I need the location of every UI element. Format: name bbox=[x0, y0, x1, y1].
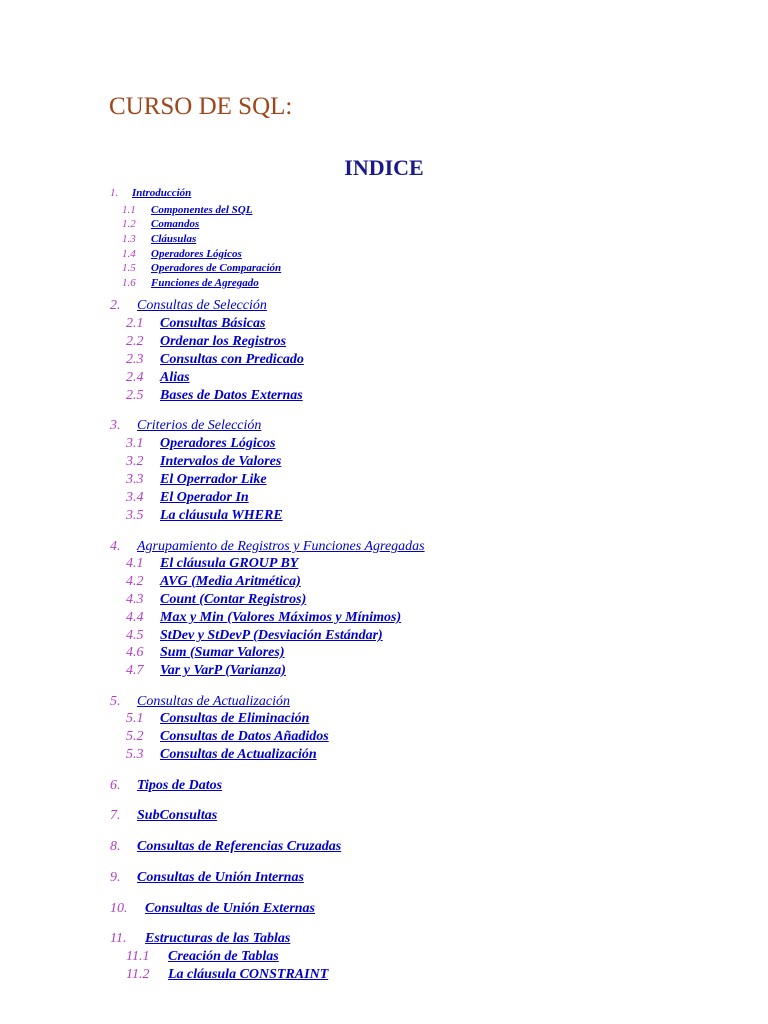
toc-entry-number: 5.1 bbox=[126, 711, 144, 726]
toc-entry bbox=[126, 728, 329, 746]
toc-entry-link[interactable]: Componentes del SQL bbox=[151, 204, 253, 216]
toc-entry bbox=[126, 435, 276, 453]
toc-entry-number: 8. bbox=[110, 839, 121, 854]
toc-entry bbox=[110, 297, 267, 315]
toc-entry-number: 4.1 bbox=[126, 556, 144, 571]
page-title: CURSO DE SQL: bbox=[109, 93, 293, 120]
toc-entry-number: 11. bbox=[110, 931, 127, 946]
toc-entry-number: 2.1 bbox=[126, 316, 144, 331]
toc-entry bbox=[110, 186, 191, 200]
toc-entry-number: 1.5 bbox=[122, 262, 136, 274]
toc-entry-link[interactable]: Introducción bbox=[132, 187, 192, 199]
toc-entry-link[interactable]: Sum (Sumar Valores) bbox=[160, 645, 285, 660]
toc-entry-link[interactable]: Consultas de Referencias Cruzadas bbox=[137, 839, 342, 854]
toc-entry-link[interactable]: Cláusulas bbox=[151, 233, 197, 245]
toc-entry bbox=[122, 276, 259, 290]
toc-entry-number: 3.3 bbox=[126, 472, 144, 487]
toc-entry bbox=[126, 948, 279, 966]
toc-entry-number: 1. bbox=[110, 187, 119, 199]
toc-entry bbox=[126, 489, 249, 507]
toc-entry bbox=[110, 807, 217, 825]
toc-entry-number: 3.5 bbox=[126, 508, 144, 523]
toc-entry bbox=[126, 966, 328, 984]
toc-entry-number: 2.2 bbox=[126, 334, 144, 349]
toc-entry bbox=[126, 555, 298, 573]
toc-entry bbox=[126, 471, 267, 489]
toc-entry bbox=[122, 232, 196, 246]
toc-entry-number: 3.4 bbox=[126, 490, 144, 505]
toc-entry-link[interactable]: El cláusula GROUP BY bbox=[160, 556, 299, 571]
toc-entry bbox=[110, 900, 315, 918]
toc-entry-link[interactable]: Consultas de Actualización bbox=[137, 694, 290, 709]
toc-entry bbox=[126, 710, 309, 728]
toc-entry-number: 11.1 bbox=[126, 949, 150, 964]
toc-entry bbox=[122, 203, 252, 217]
toc-entry-link[interactable]: Consultas de Unión Internas bbox=[137, 870, 304, 885]
toc-entry bbox=[126, 609, 401, 627]
toc-entry bbox=[126, 351, 304, 369]
toc-entry-number: 5.2 bbox=[126, 729, 144, 744]
toc-entry-number: 11.2 bbox=[126, 967, 150, 982]
toc-entry-link[interactable]: Consultas Básicas bbox=[160, 316, 266, 331]
toc-entry bbox=[126, 507, 283, 525]
toc-entry-number: 4.4 bbox=[126, 610, 144, 625]
toc-entry bbox=[126, 453, 281, 471]
toc-entry bbox=[110, 838, 341, 856]
toc-entry-link[interactable]: El Operrador Like bbox=[160, 472, 267, 487]
toc-entry-link[interactable]: Ordenar los Registros bbox=[160, 334, 287, 349]
toc-entry bbox=[122, 261, 281, 275]
toc-entry-number: 2.3 bbox=[126, 352, 144, 367]
toc-entry bbox=[110, 869, 304, 887]
toc-entry-number: 2.4 bbox=[126, 370, 144, 385]
toc-entry-link[interactable]: La cláusula CONSTRAINT bbox=[168, 967, 329, 982]
toc-entry-number: 2.5 bbox=[126, 388, 144, 403]
toc-entry-link[interactable]: SubConsultas bbox=[137, 808, 218, 823]
toc-entry bbox=[126, 591, 306, 609]
toc-entry-number: 1.2 bbox=[122, 218, 136, 230]
toc-entry-link[interactable]: Funciones de Agregado bbox=[151, 277, 259, 289]
toc-entry-link[interactable]: Creación de Tablas bbox=[168, 949, 279, 964]
toc-entry-number: 4.2 bbox=[126, 574, 144, 589]
toc-entry-number: 3. bbox=[110, 418, 121, 433]
toc-entry bbox=[110, 417, 261, 435]
toc-entry-link[interactable]: StDev y StDevP (Desviación Estándar) bbox=[160, 628, 383, 643]
toc-entry-link[interactable]: AVG (Media Aritmética) bbox=[160, 574, 301, 589]
toc-entry-link[interactable]: Bases de Datos Externas bbox=[160, 388, 303, 403]
toc-entry-link[interactable]: Consultas de Actualización bbox=[160, 747, 317, 762]
toc-entry bbox=[110, 930, 290, 948]
toc-entry-number: 9. bbox=[110, 870, 121, 885]
toc-entry-number: 1.3 bbox=[122, 233, 136, 245]
toc-entry bbox=[110, 693, 290, 711]
toc-entry bbox=[122, 217, 199, 231]
toc-entry-number: 6. bbox=[110, 778, 121, 793]
toc-entry-link[interactable]: La cláusula WHERE bbox=[160, 508, 283, 523]
toc-entry-link[interactable]: Operadores Lógicos bbox=[160, 436, 276, 451]
toc-entry bbox=[126, 627, 383, 645]
toc-entry bbox=[126, 333, 286, 351]
toc-entry bbox=[126, 573, 301, 591]
toc-entry-link[interactable]: Consultas con Predicado bbox=[160, 352, 304, 367]
toc-entry-link[interactable]: El Operador In bbox=[160, 490, 249, 505]
toc-entry-number: 7. bbox=[110, 808, 121, 823]
toc-entry-link[interactable]: Criterios de Selección bbox=[137, 418, 262, 433]
toc-entry-link[interactable]: Comandos bbox=[151, 218, 200, 230]
toc-entry-link[interactable]: Max y Min (Valores Máximos y Mínimos) bbox=[160, 610, 402, 625]
toc-entry bbox=[110, 777, 222, 795]
toc-entry-link[interactable]: Agrupamiento de Registros y Funciones Agregadas bbox=[137, 539, 425, 554]
toc-entry-link[interactable]: Consultas de Selección bbox=[137, 298, 267, 313]
toc-entry-link[interactable]: Consultas de Unión Externas bbox=[145, 901, 315, 916]
toc-entry bbox=[122, 247, 242, 261]
toc-entry-number: 10. bbox=[110, 901, 128, 916]
toc-entry-link[interactable]: Intervalos de Valores bbox=[160, 454, 282, 469]
toc-entry-number: 5.3 bbox=[126, 747, 144, 762]
toc-entry bbox=[126, 746, 317, 764]
toc-entry-link[interactable]: Estructuras de las Tablas bbox=[145, 931, 291, 946]
toc-entry bbox=[126, 315, 265, 333]
toc-entry bbox=[110, 538, 425, 556]
toc-entry-number: 1.4 bbox=[122, 248, 136, 260]
toc-entry bbox=[126, 387, 303, 405]
toc-entry-link[interactable]: Tipos de Datos bbox=[137, 778, 223, 793]
toc-entry-number: 5. bbox=[110, 694, 121, 709]
toc-entry-link[interactable]: Alias bbox=[160, 370, 190, 385]
toc-entry-link[interactable]: Operadores Lógicos bbox=[151, 248, 242, 260]
toc-entry-number: 2. bbox=[110, 298, 121, 313]
toc-entry bbox=[126, 644, 284, 662]
toc-entry-number: 4. bbox=[110, 539, 121, 554]
toc-entry bbox=[126, 662, 286, 680]
toc-entry-number: 1.6 bbox=[122, 277, 136, 289]
toc-entry-link[interactable]: Count (Contar Registros) bbox=[160, 592, 307, 607]
toc-entry-number: 3.1 bbox=[126, 436, 144, 451]
toc-entry-link[interactable]: Var y VarP (Varianza) bbox=[160, 663, 286, 678]
toc-entry-link[interactable]: Consultas de Eliminación bbox=[160, 711, 310, 726]
toc-entry-number: 4.6 bbox=[126, 645, 144, 660]
index-heading: INDICE bbox=[344, 155, 424, 180]
toc-entry-number: 3.2 bbox=[126, 454, 144, 469]
toc-entry bbox=[126, 369, 190, 387]
toc-entry-number: 1.1 bbox=[122, 204, 136, 216]
toc-entry-link[interactable]: Operadores de Comparación bbox=[151, 262, 282, 274]
toc-entry-number: 4.3 bbox=[126, 592, 144, 607]
toc-entry-link[interactable]: Consultas de Datos Añadidos bbox=[160, 729, 329, 744]
toc-entry-number: 4.7 bbox=[126, 663, 144, 678]
toc-entry-number: 4.5 bbox=[126, 628, 144, 643]
